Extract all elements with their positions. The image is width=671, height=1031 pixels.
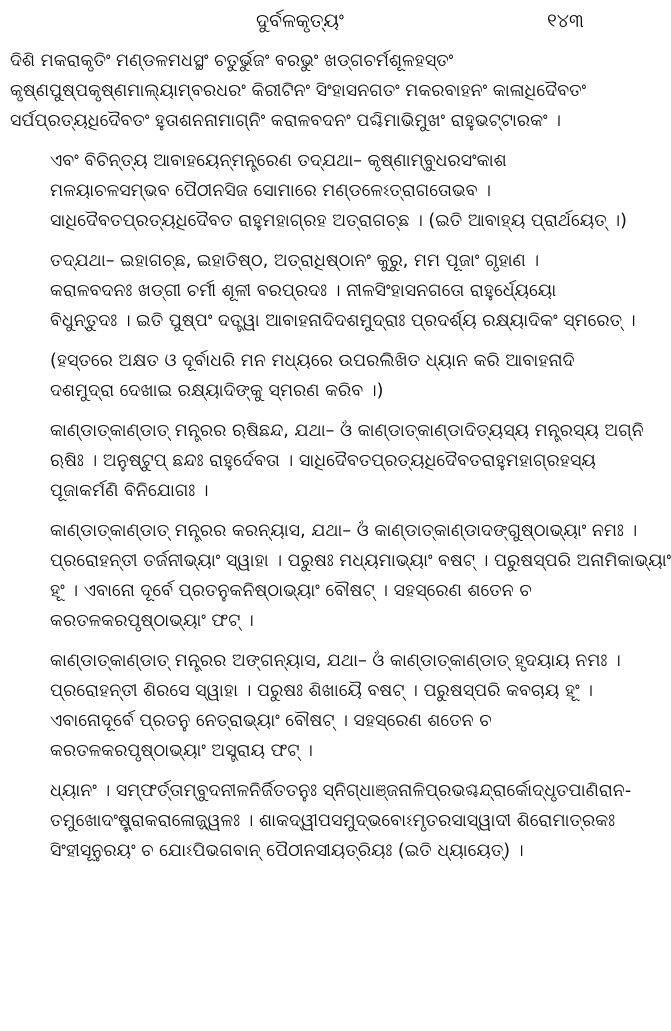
text-line: ତଦ୍‌ଯଥା– ଇହାଗଚ୍ଛ, ଇହାତିଷ୍ଠ, ଅତ୍ରାଧିଷ୍ଠାନଂ କୁରୁ, ମମ ପୂଜାଂ ଗୃହାଣ ।: [50, 251, 540, 271]
text-line: କାଣ୍ଡାତ୍‌କାଣ୍ଡାତ୍ ମନ୍ତ୍ରର କରନ୍ୟାସ, ଯଥା– ଓଁ କାଣ୍ଡାତ୍‌କାଣ୍ଡାଦଙ୍ଗୁଷ୍ଠାଭ୍ୟାଂ ନମଃ ।: [50, 521, 638, 541]
paragraph: [10, 776, 632, 866]
text-line: କରତଳକରପୃଷ୍ଠାଭ୍ୟାଂ ଅସ୍ତ୍ରାୟ ଫଟ୍ ।: [50, 741, 313, 761]
text-line: ଦିଶି ମକରାକୃତିଂ ମଣ୍ଡଳମଧସ୍ଥଂ ଚତୁର୍ଭୁଜଂ ବରଭୁଂ ଖଡ୍‌ଗଚର୍ମଶୂଳହସ୍ତଂ: [10, 51, 454, 71]
text-line: ସାଧିଦୈବତପ୍ରତ୍ୟଧିଦୈବତ ରାହୁମହାଗ୍ରହ ଅତ୍ରାଗଚ୍ଛ । (ଇତି ଆବାହ୍ୟ ପ୍ରାର୍ଥୟେତ୍ ।): [50, 211, 627, 231]
paragraph: [10, 246, 636, 336]
text-line: ପୂଜାକର୍ମଣି ବିନିଯୋଗଃ ।: [50, 481, 209, 501]
paragraph: [10, 346, 590, 406]
text-line: ତମୁଖୋଦଂଷ୍ଟ୍ରାକରାଳୋଜ୍ଜ୍ୱଳଃ । ଶାକଦ୍ୱୀପସମୁଦ୍ଭବୋଽମୃତରସାସ୍ୱାଦୀ ଶିରୋମାତ୍ରକଃ: [50, 811, 616, 831]
text-line: ହୂଂ । ଏବାନୋ ଦୂର୍ବେ ପ୍ରତନୁକନିଷ୍ଠାଭ୍ୟାଂ ବୌଷଟ୍ । ସହସ୍ରେଣ ଶତେନ ଚ: [50, 581, 532, 601]
body-text: [10, 46, 671, 866]
text-line: (ହସ୍ତରେ ଅକ୍ଷତ ଓ ଦୂର୍ବାଧରି ମନ ମଧ୍ୟରେ ଉପରଲିଖିତ ଧ୍ୟାନ କରି ଆବାହନାଦି: [50, 351, 575, 371]
text-line: ଏବଂ ବିଚିନ୍ତ୍ୟ ଆବାହୟେନ୍ମନ୍ତ୍ରେଣ ତଦ୍‌ଯଥା– କୃଷ୍ଣାମ୍ବୁଧରସଂକାଶ: [50, 151, 507, 171]
running-title: ଦୁର୍ବଳକୃତ୍ୟଂ: [256, 10, 344, 32]
text-line: ପ୍ରରୋହନ୍ତୀ ତର୍ଜନୀଭ୍ୟାଂ ସ୍ୱାହା । ପରୁଷଃ ମଧ୍ୟମାଭ୍ୟାଂ ବଷଟ୍ । ପରୁଷସ୍ପରି ଅନାମିକାଭ୍ୟାଂ: [50, 551, 671, 571]
text-line: ସିଂହୀସୂନୁରୟଂ ଚ ଯୋଽପିଭଗବାନ୍ ପୈଠୀନସୀୟତ୍ରିୟଃ (ଇତି ଧ୍ୟାୟେତ୍) ।: [50, 841, 524, 861]
text-line: ମଳୟାଚଳସମ୍ଭବ ପୈଠୀନସିଜ ସୋମାରେ ମଣ୍ଡଳେଽତ୍ରାଗତୋଭବ ।: [50, 181, 492, 201]
page-number: ୧୪୩: [546, 10, 584, 32]
text-line: ଦଶମୁଦ୍ରା ଦେଖାଇ ରକ୍ଷ୍ୟାଦିଙ୍କୁ ସ୍ମରଣ କରିବ ।): [50, 381, 384, 401]
paragraph: [10, 416, 644, 506]
text-line: ଧ୍ୟାନଂ । ସମ୍ଫର୍ତ୍ତାମ୍ବୁଦନୀଳନିର୍ଜିତତନୁଃ ସ୍ନିଗ୍ଧାଞ୍ଜନାଳିପ୍ରଭଶ୍ଚନ୍ଦ୍ରାର୍କୋଦ୍ଧୃତପାଣିରାନ-: [50, 781, 632, 801]
text-line: କାଣ୍ଡାତ୍‌କାଣ୍ଡାତ୍ ମନ୍ତ୍ରର ଋଷିଛନ୍ଦ, ଯଥା– ଓଁ କାଣ୍ଡାତ୍‌କାଣ୍ଡାଦିତ୍ୟସ୍ୟ ମନ୍ତ୍ରସ୍ୟ ଅଗ୍ନି: [50, 421, 644, 441]
paragraph: [10, 646, 621, 766]
paragraph: [10, 146, 627, 236]
paragraph: [10, 516, 671, 636]
text-line: ବିଧୁନ୍ତୁଦଃ । ଇତି ପୁଷ୍ପଂ ଦତ୍ତ୍ୱା ଆବାହନାଦିଦଶମୁଦ୍ରାଃ ପ୍ରଦର୍ଶ୍ୟ ରକ୍ଷ୍ୟାଦିକଂ ସ୍ମରେତ୍ ।: [50, 311, 636, 331]
text-line: ପ୍ରରୋହନ୍ତୀ ଶିରସେ ସ୍ୱାହା । ପରୁଷଃ ଶିଖାୟୈ ବଷଟ୍ । ପରୁଷସ୍ପରି କବଚାୟ ହୂଂ ।: [50, 681, 594, 701]
text-line: ଋଷିଃ । ଅନୁଷ୍ଟୁପ୍ ଛନ୍ଦଃ ରାହୁର୍ଦେବତା । ସାଧିଦୈବତପ୍ରତ୍ୟଧିଦୈବତରାହୁମହାଗ୍ରହସ୍ୟ: [50, 451, 596, 471]
text-line: କରାଳବଦନଃ ଖଡ୍‌ଗୀ ଚର୍ମୀ ଶୂଳୀ ବରପ୍ରଦଃ । ନୀଳସିଂହାସନଗତୋ ରାହୁର୍ଧ୍ୟେୟୋ: [50, 281, 557, 301]
text-line: କୃଷ୍ଣପୁଷ୍ପକୃଷ୍ଣମାଲ୍ୟାମ୍ବରଧରଂ କିରୀଟିନଂ ସିଂହାସନଗତଂ ମକରବାହନଂ କାଳାଧିଦୈବତଂ: [10, 81, 587, 101]
paragraph: [10, 46, 590, 136]
text-line: ଏବାନୋଦୂର୍ବେ ପ୍ରତନୁ ନେତ୍ରାଭ୍ୟାଂ ବୌଷଟ୍ । ସହସ୍ରେଣ ଶତେନ ଚ: [50, 711, 492, 731]
text-line: କରତଳକରପୃଷ୍ଠାଭ୍ୟାଂ ଫଟ୍ ।: [50, 611, 254, 631]
text-line: କାଣ୍ଡାତ୍‌କାଣ୍ଡାତ୍ ମନ୍ତ୍ରର ଅଙ୍ଗନ୍ୟାସ, ଯଥା– ଓଁ କାଣ୍ଡାତ୍‌କାଣ୍ଡାତ୍ ହୃଦୟାୟ ନମଃ ।: [50, 651, 621, 671]
text-line: ସର୍ପପ୍ରତ୍ୟଧିଦୈବତଂ ହୁତାଶନନାମାଗ୍ନିଂ କରାଳବଦନଂ ପଶ୍ଚିମାଭିମୁଖଂ ରାହୁଭଟ୍ଟାରକଂ ।: [10, 111, 561, 131]
page-header: [10, 6, 590, 46]
